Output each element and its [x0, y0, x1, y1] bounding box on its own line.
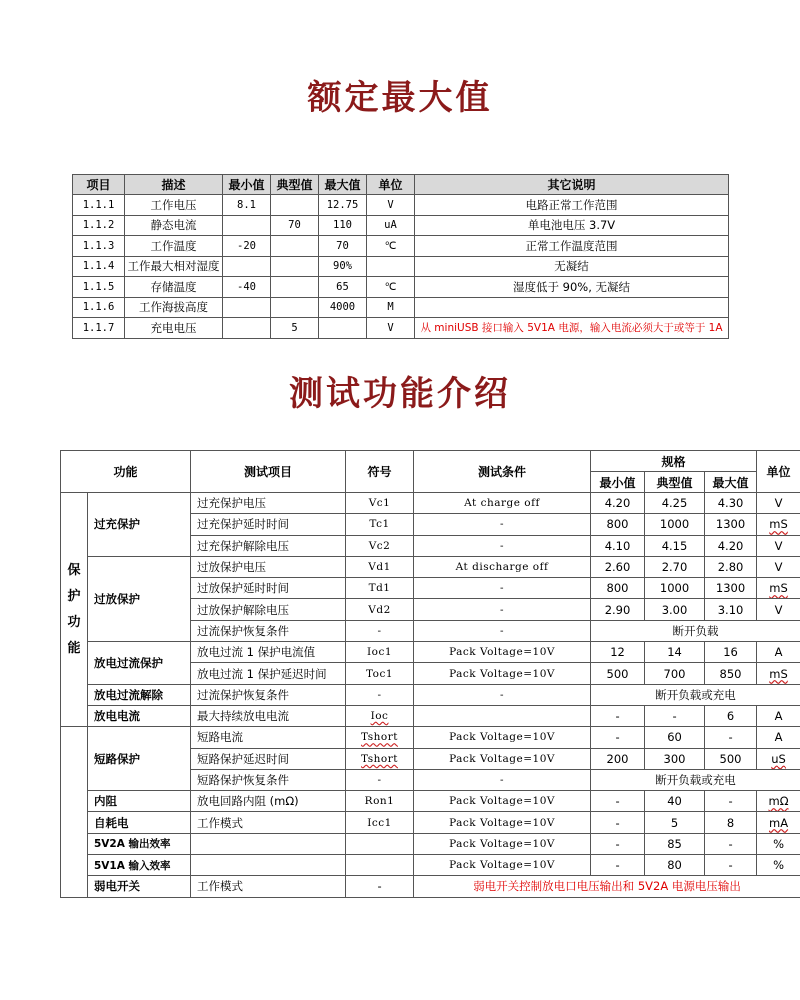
table-row: [73, 236, 729, 257]
cell-min: 4.10: [591, 535, 645, 556]
cell-item: 短路保护恢复条件: [191, 769, 346, 790]
cell-id: 1.1.1: [73, 195, 125, 216]
cell-unit: mS: [769, 581, 788, 596]
cell-unit: mS: [769, 666, 788, 681]
cell-min: [223, 256, 271, 277]
cell-desc: 静态电流: [125, 215, 223, 236]
cell-typ: 14: [645, 642, 705, 663]
cell-min: 800: [591, 514, 645, 535]
cell-cond: -: [414, 599, 591, 620]
cell-item: 工作模式: [191, 812, 346, 833]
cell-cond: Pack Voltage=10V: [414, 663, 591, 684]
cell-typ: 1000: [645, 514, 705, 535]
function-overdischarge: 过放保护: [88, 556, 191, 641]
cell-item: 短路保护延迟时间: [191, 748, 346, 769]
cell-id: 1.1.4: [73, 256, 125, 277]
cell-note: 断开负载或充电: [591, 684, 800, 705]
ratings-title: 额定最大值: [307, 78, 493, 118]
cell-cond: [414, 705, 591, 726]
cell-symbol: Td1: [346, 578, 414, 599]
cell-item: 过放保护电压: [191, 556, 346, 577]
cell-min: -: [591, 833, 645, 854]
function-eff-out: 5V2A 输出效率: [88, 833, 191, 854]
cell-max: 500: [705, 748, 757, 769]
header-spec: 规格: [591, 451, 757, 472]
cell-id: 1.1.7: [73, 318, 125, 339]
header-unit: 单位: [757, 451, 800, 493]
cell-min: -: [591, 812, 645, 833]
cell-cond: -: [414, 535, 591, 556]
cell-note-red: 弱电开关控制放电口电压输出和 5V2A 电源电压输出: [414, 876, 800, 897]
cell-symbol: Ron1: [346, 791, 414, 812]
cell-note: 断开负载或充电: [591, 769, 800, 790]
cell-cond: Pack Voltage=10V: [414, 727, 591, 748]
cell-typ: 300: [645, 748, 705, 769]
cell-unit: uA: [367, 215, 415, 236]
cell-item: 过放保护延时时间: [191, 578, 346, 599]
cell-note: 电路正常工作范围: [415, 195, 729, 216]
cell-cond: Pack Voltage=10V: [414, 748, 591, 769]
cell-cond: -: [414, 684, 591, 705]
cell-unit: mΩ: [768, 794, 789, 809]
table-row: [73, 215, 729, 236]
cell-max: 90%: [319, 256, 367, 277]
cell-symbol: Tshort: [361, 731, 398, 744]
cell-symbol: Tshort: [361, 752, 398, 765]
cell-typ: 40: [645, 791, 705, 812]
cell-max: 6: [705, 705, 757, 726]
cell-unit: A: [757, 727, 800, 748]
cell-min: -: [591, 705, 645, 726]
cell-symbol: Vc2: [346, 535, 414, 556]
header-notes: 其它说明: [415, 175, 729, 195]
cell-unit: mS: [769, 517, 788, 532]
table-row: [61, 812, 800, 833]
ratings-header-row: [73, 175, 729, 195]
cell-item: 过充保护解除电压: [191, 535, 346, 556]
cell-desc: 工作电压: [125, 195, 223, 216]
cell-desc: 存储温度: [125, 277, 223, 298]
header-min: 最小值: [223, 175, 271, 195]
cell-cond: -: [414, 620, 591, 641]
test-function-table: [60, 450, 800, 898]
header-function: 功能: [61, 451, 191, 493]
cell-note-red: 从 miniUSB 接口输入 5V1A 电源，输入电流必须大于或等于 1A: [415, 318, 729, 339]
function-oc-release: 放电过流解除: [88, 684, 191, 705]
cell-item: 放电过流 1 保护延迟时间: [191, 663, 346, 684]
cell-min: 12: [591, 642, 645, 663]
table-row: [61, 493, 800, 514]
cell-unit: [367, 256, 415, 277]
cell-desc: 工作温度: [125, 236, 223, 257]
table-row: [73, 195, 729, 216]
function-weak-switch: 弱电开关: [88, 876, 191, 897]
cell-note: [415, 297, 729, 318]
cell-unit: ℃: [367, 236, 415, 257]
cell-max: 65: [319, 277, 367, 298]
cell-min: -40: [223, 277, 271, 298]
tests-title: 测试功能介绍: [289, 374, 511, 414]
cell-typ: 4.25: [645, 493, 705, 514]
table-row: [61, 855, 800, 876]
cell-typ: -: [645, 705, 705, 726]
cell-max: 70: [319, 236, 367, 257]
cell-min: 500: [591, 663, 645, 684]
cell-typ: 3.00: [645, 599, 705, 620]
cell-typ: 60: [645, 727, 705, 748]
cell-symbol: Ioc: [370, 710, 389, 723]
cell-symbol: Ioc1: [346, 642, 414, 663]
table-row: [73, 256, 729, 277]
group-protection: 保 护 功 能: [61, 493, 88, 727]
ratings-table: [72, 174, 729, 339]
cell-max: 4.30: [705, 493, 757, 514]
cell-max: 110: [319, 215, 367, 236]
cell-unit: ℃: [367, 277, 415, 298]
cell-id: 1.1.5: [73, 277, 125, 298]
table-row: [61, 833, 800, 854]
cell-unit: %: [757, 833, 800, 854]
cell-symbol: -: [346, 876, 414, 897]
cell-max: 3.10: [705, 599, 757, 620]
cell-max: 12.75: [319, 195, 367, 216]
cell-typ: [271, 256, 319, 277]
cell-min: 8.1: [223, 195, 271, 216]
cell-unit: mA: [769, 815, 789, 830]
cell-note: 湿度低于 90%, 无凝结: [415, 277, 729, 298]
cell-item: 放电回路内阻 (mΩ): [191, 791, 346, 812]
table-row: [73, 277, 729, 298]
table-row: [61, 642, 800, 663]
cell-symbol: [346, 833, 414, 854]
cell-min: -: [591, 727, 645, 748]
cell-max: -: [705, 833, 757, 854]
table-row: [61, 876, 800, 897]
cell-item: 过流保护恢复条件: [191, 684, 346, 705]
cell-symbol: Toc1: [346, 663, 414, 684]
header-min: 最小值: [591, 472, 645, 493]
cell-unit: %: [757, 855, 800, 876]
cell-typ: 4.15: [645, 535, 705, 556]
cell-unit: V: [757, 493, 800, 514]
header-symbol: 符号: [346, 451, 414, 493]
cell-typ: [271, 297, 319, 318]
cell-desc: 充电电压: [125, 318, 223, 339]
cell-cond: -: [414, 578, 591, 599]
cell-note: 正常工作温度范围: [415, 236, 729, 257]
cell-max: -: [705, 855, 757, 876]
cell-symbol: Vd2: [346, 599, 414, 620]
header-item: 项目: [73, 175, 125, 195]
cell-min: 800: [591, 578, 645, 599]
cell-min: 2.60: [591, 556, 645, 577]
cell-symbol: Icc1: [346, 812, 414, 833]
cell-item: 过流保护恢复条件: [191, 620, 346, 641]
header-max: 最大值: [705, 472, 757, 493]
cell-note: 单电池电压 3.7V: [415, 215, 729, 236]
header-test-item: 测试项目: [191, 451, 346, 493]
cell-max: 4000: [319, 297, 367, 318]
cell-max: [319, 318, 367, 339]
cell-max: -: [705, 727, 757, 748]
cell-typ: 70: [271, 215, 319, 236]
cell-symbol: Vd1: [346, 556, 414, 577]
cell-max: 8: [705, 812, 757, 833]
table-row: [61, 727, 800, 748]
function-self-consumption: 自耗电: [88, 812, 191, 833]
cell-item: 过充保护电压: [191, 493, 346, 514]
cell-max: 2.80: [705, 556, 757, 577]
cell-unit: V: [757, 535, 800, 556]
cell-typ: 5: [645, 812, 705, 833]
cell-max: 4.20: [705, 535, 757, 556]
table-row: [61, 556, 800, 577]
cell-item: 放电过流 1 保护电流值: [191, 642, 346, 663]
cell-typ: 1000: [645, 578, 705, 599]
cell-typ: 2.70: [645, 556, 705, 577]
cell-min: [223, 318, 271, 339]
cell-cond: -: [414, 769, 591, 790]
cell-id: 1.1.6: [73, 297, 125, 318]
cell-symbol: -: [346, 620, 414, 641]
cell-note: 断开负载: [591, 620, 800, 641]
header-typ: 典型值: [645, 472, 705, 493]
cell-min: -: [591, 791, 645, 812]
cell-unit: A: [757, 705, 800, 726]
table-row: [61, 684, 800, 705]
cell-unit: uS: [771, 751, 786, 766]
header-max: 最大值: [319, 175, 367, 195]
cell-cond: -: [414, 514, 591, 535]
cell-item: 过放保护解除电压: [191, 599, 346, 620]
cell-symbol: Vc1: [346, 493, 414, 514]
header-condition: 测试条件: [414, 451, 591, 493]
cell-cond: At charge off: [414, 493, 591, 514]
cell-cond: Pack Voltage=10V: [414, 642, 591, 663]
cell-symbol: Tc1: [346, 514, 414, 535]
cell-typ: [271, 236, 319, 257]
cell-item: 短路电流: [191, 727, 346, 748]
cell-cond: Pack Voltage=10V: [414, 855, 591, 876]
cell-symbol: -: [346, 769, 414, 790]
cell-min: -20: [223, 236, 271, 257]
cell-typ: 5: [271, 318, 319, 339]
cell-id: 1.1.3: [73, 236, 125, 257]
function-short: 短路保护: [88, 727, 191, 791]
header-unit: 单位: [367, 175, 415, 195]
cell-item: [191, 833, 346, 854]
cell-max: 850: [705, 663, 757, 684]
cell-min: 200: [591, 748, 645, 769]
cell-unit: V: [757, 556, 800, 577]
cell-desc: 工作海拔高度: [125, 297, 223, 318]
function-discharge-current: 放电电流: [88, 705, 191, 726]
function-resistance: 内阻: [88, 791, 191, 812]
cell-cond: Pack Voltage=10V: [414, 833, 591, 854]
cell-cond: Pack Voltage=10V: [414, 812, 591, 833]
cell-unit: V: [367, 318, 415, 339]
table-row: [73, 297, 729, 318]
function-overcharge: 过充保护: [88, 493, 191, 557]
cell-typ: 85: [645, 833, 705, 854]
cell-max: 16: [705, 642, 757, 663]
header-desc: 描述: [125, 175, 223, 195]
table-row: [61, 705, 800, 726]
cell-typ: 700: [645, 663, 705, 684]
cell-min: [223, 297, 271, 318]
cell-min: [223, 215, 271, 236]
cell-cond: At discharge off: [414, 556, 591, 577]
cell-symbol: [346, 855, 414, 876]
cell-unit: A: [757, 642, 800, 663]
cell-typ: [271, 277, 319, 298]
cell-typ: [271, 195, 319, 216]
function-discharge-oc: 放电过流保护: [88, 642, 191, 685]
cell-max: 1300: [705, 578, 757, 599]
cell-max: -: [705, 791, 757, 812]
cell-desc: 工作最大相对湿度: [125, 256, 223, 277]
group-protection-cont: [61, 727, 88, 897]
cell-min: -: [591, 855, 645, 876]
cell-id: 1.1.2: [73, 215, 125, 236]
cell-item: 最大持续放电电流: [191, 705, 346, 726]
header-row: [61, 451, 800, 472]
table-row: [73, 318, 729, 339]
cell-min: 4.20: [591, 493, 645, 514]
cell-min: 2.90: [591, 599, 645, 620]
cell-item: [191, 855, 346, 876]
cell-cond: Pack Voltage=10V: [414, 791, 591, 812]
cell-note: 无凝结: [415, 256, 729, 277]
cell-symbol: -: [346, 684, 414, 705]
cell-unit: V: [367, 195, 415, 216]
cell-typ: 80: [645, 855, 705, 876]
cell-item: 工作模式: [191, 876, 346, 897]
cell-unit: M: [367, 297, 415, 318]
cell-unit: V: [757, 599, 800, 620]
function-eff-in: 5V1A 输入效率: [88, 855, 191, 876]
cell-max: 1300: [705, 514, 757, 535]
header-typ: 典型值: [271, 175, 319, 195]
table-row: [61, 791, 800, 812]
cell-item: 过充保护延时时间: [191, 514, 346, 535]
